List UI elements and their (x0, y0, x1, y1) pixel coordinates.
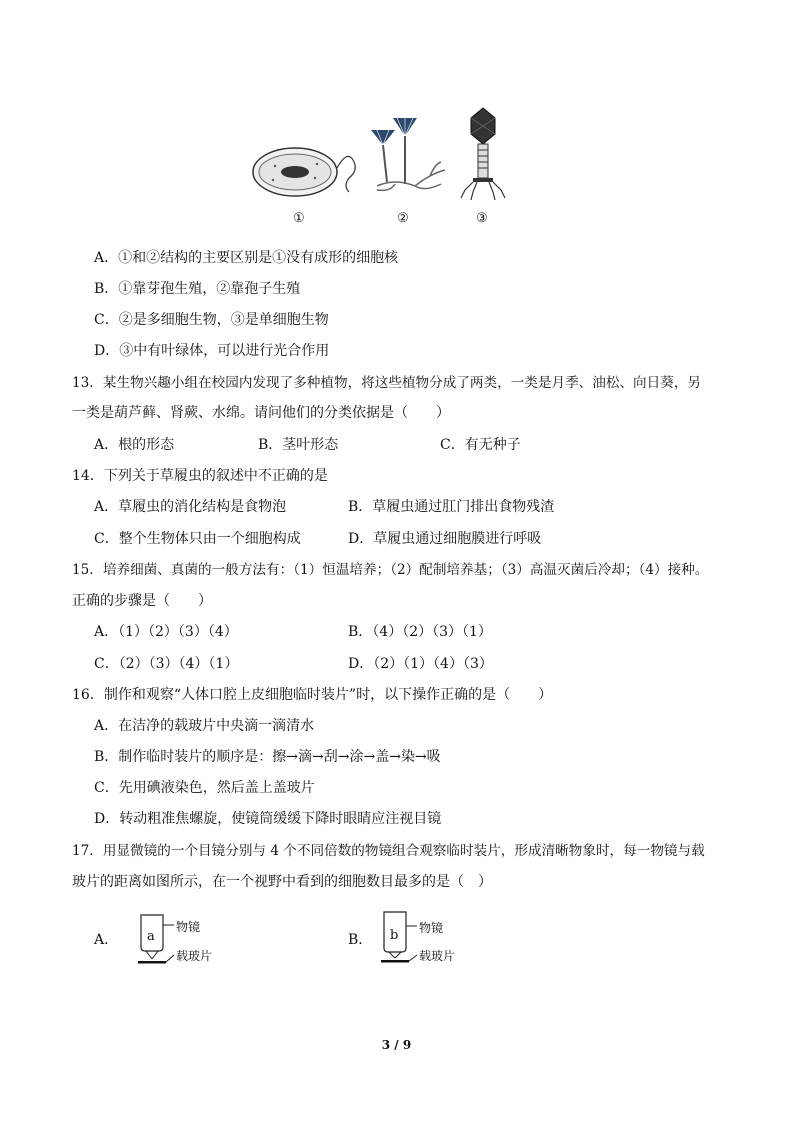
q14-option-b: B．草履虫通过肛门排出食物残渣 (348, 499, 555, 515)
q13-option-a: A．根的形态 (94, 437, 175, 453)
lens-a-label: a (147, 929, 155, 944)
q15-stem-line2: 正确的步骤是（ ） (72, 593, 212, 609)
bacterium-drawing (253, 148, 355, 196)
q13-option-c: C．有无种子 (440, 437, 521, 453)
q16-option-b: B．制作临时装片的顺序是：擦→滴→刮→涂→盖→染→吸 (94, 749, 441, 765)
figure-label-3: ③ (476, 211, 488, 226)
slide-a-label: 载玻片 (176, 949, 213, 963)
q14-option-c: C．整个生物体只由一个细胞构成 (94, 531, 301, 547)
q13-stem-line1: 13．某生物兴趣小组在校园内发现了多种植物，将这些植物分成了两类，一类是月季、油松、向日葵，另 (72, 375, 702, 391)
page-number: 3 / 9 (381, 1038, 412, 1052)
q16-option-c: C．先用碘液染色，然后盖上盖玻片 (94, 780, 315, 796)
q16-option-a: A．在洁净的载玻片中央滴一滴清水 (94, 718, 315, 734)
q12-option-b: B．①靠芽孢生殖，②靠孢子生殖 (94, 281, 301, 297)
q12-option-c: C．②是多细胞生物，③是单细胞生物 (94, 312, 329, 328)
lens-b-label: b (390, 928, 399, 943)
q17-stem-line2: 玻片的距离如图所示，在一个视野中看到的细胞数目最多的是（ ） (72, 874, 492, 890)
q16-stem: 16．制作和观察“人体口腔上皮细胞临时装片”时，以下操作正确的是（ ） (72, 687, 553, 703)
figure-label-1: ① (293, 211, 305, 226)
q16-option-d: D．转动粗准焦螺旋，使镜筒缓缓下降时眼睛应注视目镜 (94, 811, 442, 827)
q17-option-b-figure (379, 910, 469, 968)
q17-option-a-figure (136, 913, 226, 969)
q15-option-d: D．（2）（1）（4）（3） (348, 656, 493, 672)
q12-option-d: D．③中有叶绿体，可以进行光合作用 (94, 343, 330, 359)
q15-stem-line1: 15．培养细菌、真菌的一般方法有：（1）恒温培养；（2）配制培养基；（3）高温灭菌后冷却；（4）接种。 (72, 562, 709, 578)
q14-option-d: D．草履虫通过细胞膜进行呼吸 (348, 531, 542, 547)
q15-option-a: A．（1）（2）（3）（4） (94, 624, 238, 640)
q15-option-b: B．（4）（2）（3）（1） (348, 624, 492, 640)
objective-a-label: 物镜 (176, 920, 201, 934)
q12-option-a: A．①和②结构的主要区别是①没有成形的细胞核 (94, 250, 399, 266)
virus-drawing (461, 108, 505, 200)
mold-drawing (371, 116, 445, 190)
q13-stem-line2: 一类是葫芦藓、肾蕨、水绵。请问他们的分类依据是（ ） (72, 405, 450, 421)
q14-stem: 14．下列关于草履虫的叙述中不正确的是 (72, 468, 328, 484)
q17-option-b-letter: B． (348, 932, 373, 948)
figure-label-2: ② (397, 211, 409, 226)
q13-option-b: B．茎叶形态 (258, 437, 339, 453)
q17-stem-line1: 17．用显微镜的一个目镜分别与 4 个不同倍数的物镜组合观察临时装片，形成清晰物象时，每一物镜与载 (72, 843, 705, 859)
slide-b-label: 载玻片 (419, 949, 456, 963)
organisms-figure (245, 100, 515, 235)
organisms-illustration (245, 100, 515, 235)
q15-option-c: C．（2）（3）（4）（1） (94, 656, 239, 672)
objective-b-label: 物镜 (419, 921, 444, 935)
q14-option-a: A．草履虫的消化结构是食物泡 (94, 499, 287, 515)
q17-option-a-letter: A． (94, 932, 119, 948)
